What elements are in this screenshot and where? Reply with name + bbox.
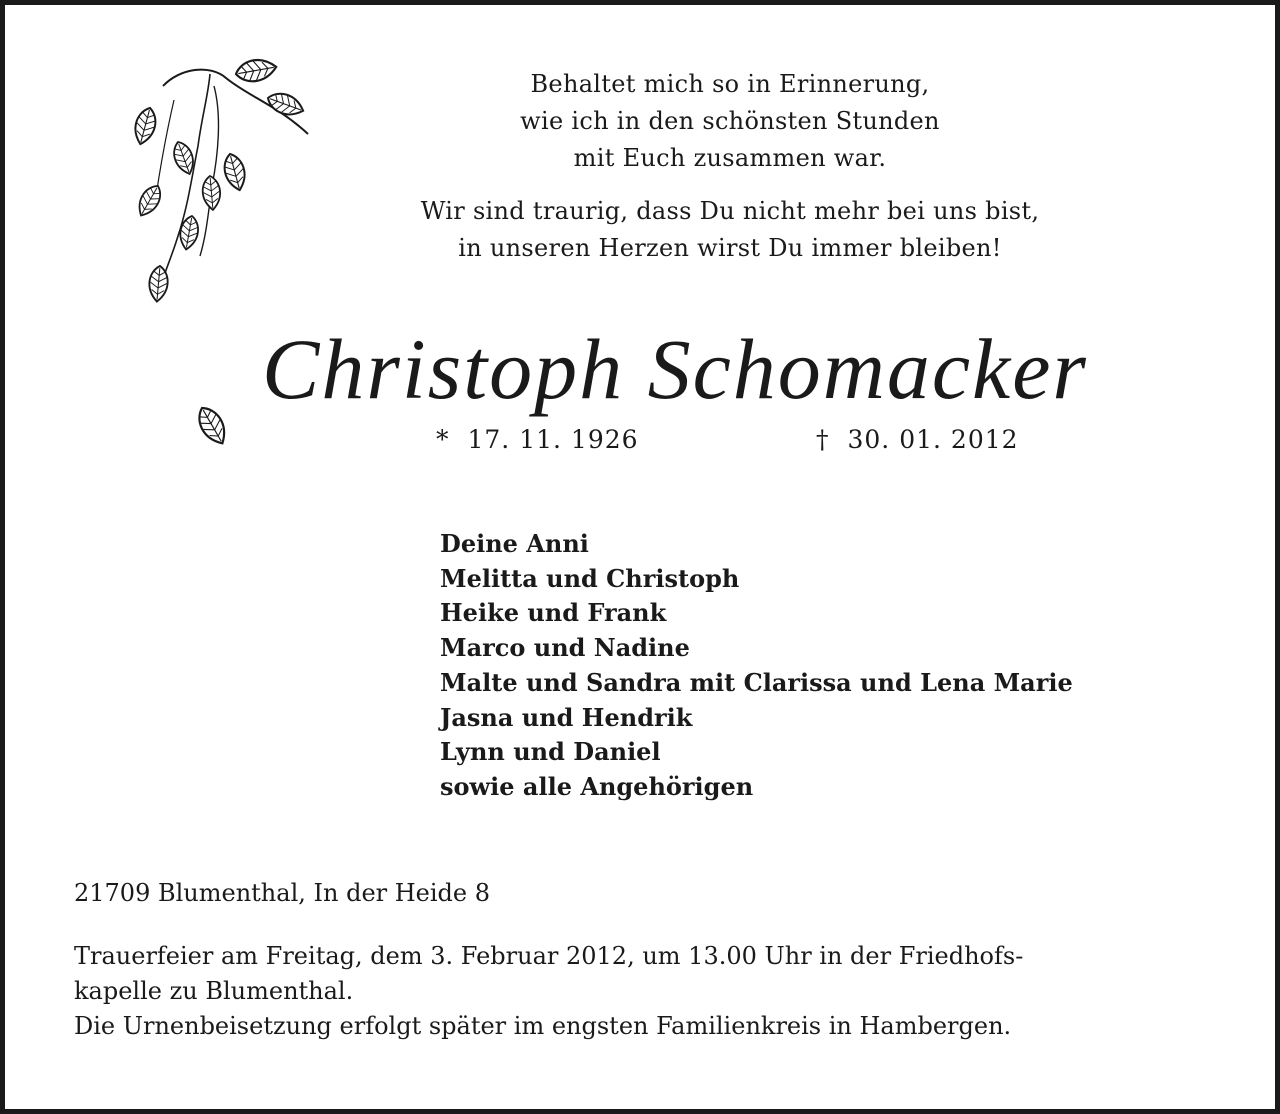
verse-line: mit Euch zusammen war. <box>573 144 887 172</box>
mourner-line: Melitta und Christoph <box>440 563 740 593</box>
mourner-line: sowie alle Angehörigen <box>440 771 754 801</box>
death-date-value: 30. 01. 2012 <box>847 425 1019 454</box>
death-symbol: † <box>816 425 830 454</box>
service-line: Die Urnenbeisetzung erfolgt später im engsten Familienkreis in Hambergen. <box>74 1012 1012 1040</box>
birth-date <box>436 422 639 458</box>
mourner-line: Lynn und Daniel <box>440 737 661 767</box>
birth-symbol: * <box>436 425 450 454</box>
service-line: kapelle zu Blumenthal. <box>74 977 354 1005</box>
death-date <box>816 422 1019 458</box>
deceased-name: Christoph Schomacker <box>262 321 1088 417</box>
birth-date-value: 17. 11. 1926 <box>467 425 639 454</box>
mourner-line: Deine Anni <box>440 529 589 558</box>
verse-line: wie ich in den schönsten Stunden <box>520 107 940 135</box>
mourners-list <box>440 527 1073 805</box>
verse-line: Behaltet mich so in Erinnerung, <box>530 70 930 98</box>
verse-line: Wir sind traurig, dass Du nicht mehr bei uns bist, <box>420 197 1040 225</box>
mourner-line: Jasna und Hendrik <box>440 702 693 732</box>
mourner-line: Heike und Frank <box>440 598 667 628</box>
mourner-line: Marco und Nadine <box>440 633 690 663</box>
service-info <box>74 939 1224 1044</box>
verse-line: in unseren Herzen wirst Du immer bleiben! <box>458 234 1002 262</box>
mourner-line: Malte und Sandra mit Clarissa und Lena Marie <box>440 667 1073 697</box>
verse-stanza-1 <box>320 66 1140 177</box>
address: 21709 Blumenthal, In der Heide 8 <box>74 879 491 907</box>
verse-stanza-2 <box>320 193 1140 267</box>
service-line: Trauerfeier am Freitag, dem 3. Februar 2012, um 13.00 Uhr in der Friedhofs- <box>74 942 1024 970</box>
